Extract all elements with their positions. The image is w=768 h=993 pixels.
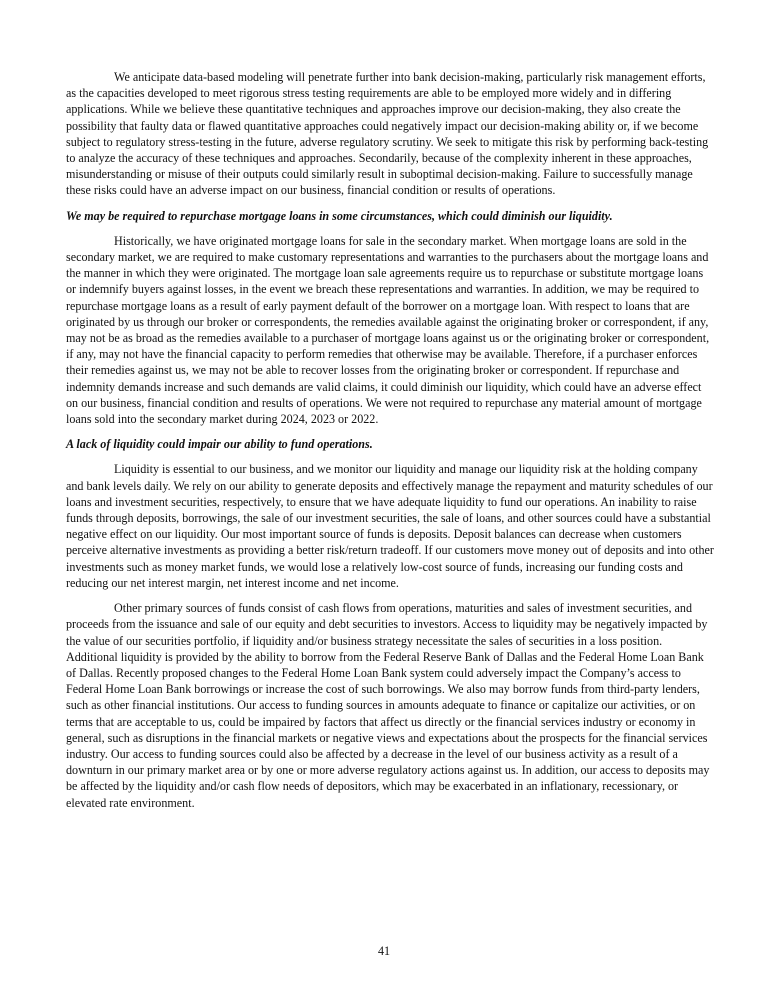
paragraph-mortgage-repurchase: Historically, we have originated mortgage loans for sale in the secondary market. When mortgage loans are sold in the secondary market, we are required to make customary representations and warranties to the purchasers about the mortgage loans and the manner in which they were originated. The mortgage loan sale agreements require us to repurchase or substitute mortgage loans or indemnify buyers against losses, in the event we breach these representations and warranties. In addition, we may be required to repurchase mortgage loans as a result of early payment default of the borrower on a mortgage loan. With respect to loans that are originated by us through our broker or correspondents, the remedies available against the originating broker or correspondent, if any, may not be as broad as the remedies available to a purchaser of mortgage loans against us or the originating broker or correspondent, if any, may not have the financial capacity to perform remedies that otherwise may be available. Therefore, if a purchaser enforces their remedies against us, we may not be able to recover losses from the originating broker or correspondent. If repurchase and indemnity demands increase and such demands are valid claims, it could diminish our liquidity, which could have an adverse effect on our business, financial condition and results of operations. We were not required to repurchase any material amount of mortgage loans sold into the secondary market during 2024, 2023 or 2022.: [66, 233, 710, 427]
document-page: [66, 69, 714, 811]
paragraph-other-sources-of-funds: Other primary sources of funds consist of cash flows from operations, maturities and sales of investment securities, and proceeds from the issuance and sale of our equity and debt securities to investors. Access to liquidity may be negatively impacted by the value of our securities portfolio, if liquidity and/or business strategy necessitate the sales of securities in a loss position. Additional liquidity is provided by the ability to borrow from the Federal Reserve Bank of Dallas and the Federal Home Loan Bank of Dallas. Recently proposed changes to the Federal Home Loan Bank system could adversely impact the Company’s access to Federal Home Loan Bank borrowings or increase the cost of such borrowings. We also may borrow funds from third-party lenders, such as other financial institutions. Our access to funding sources in amounts adequate to finance or capitalize our activities, or on terms that are acceptable to us, could be impaired by factors that affect us directly or the financial services industry or economy in general, such as disruptions in the financial markets or negative views and expectations about the prospects for the financial services industry. Our access to funding sources could also be affected by a decrease in the level of our business activity as a result of a downturn in our primary market area or by one or more adverse regulatory actions against us. In addition, our access to deposits may be affected by the liquidity and/or cash flow needs of depositors, which may be exacerbated in an inflationary, recessionary, or elevated rate environment.: [66, 601, 710, 810]
page-number: 41: [377, 944, 391, 958]
heading-repurchase-mortgage-loans: We may be required to repurchase mortgage loans in some circumstances, which could diminish our liquidity.: [66, 208, 613, 223]
paragraph-data-based-modeling: We anticipate data-based modeling will penetrate further into bank decision-making, particularly risk management efforts, as the capacities developed to meet rigorous stress testing requirements are able to be employed more widely and in differing applications. While we believe these quantitative techniques and approaches improve our decision-making, they also create the possibility that faulty data or flawed quantitative approaches could negatively impact our decision-making ability or, if we become subject to regulatory stress-testing in the future, adverse regulatory scrutiny. We seek to mitigate this risk by performing back-testing to analyze the accuracy of these techniques and approaches. Secondarily, because of the complexity inherent in these approaches, misunderstanding or misuse of their outputs could similarly result in suboptimal decision-making. Failure to successfully manage these risks could have an adverse impact on our business, financial condition or results of operations.: [66, 70, 709, 198]
heading-lack-of-liquidity: A lack of liquidity could impair our ability to fund operations.: [66, 437, 373, 452]
paragraph-liquidity-essential: Liquidity is essential to our business, and we monitor our liquidity and manage our liquidity risk at the holding company and bank levels daily. We rely on our ability to generate deposits and effectively manage the repayment and maturity schedules of our loans and investment securities, respectively, to ensure that we have adequate liquidity to fund our operations. An inability to raise funds through deposits, borrowings, the sale of our investment securities, the sale of loans, and other sources could have a substantial negative effect on our liquidity. Our most important source of funds is deposits. Deposit balances can decrease when customers perceive alternative investments as providing a better risk/return tradeoff. If our customers move money out of deposits and into other investments such as money market funds, we would lose a relatively low-cost source of funds, increasing our funding costs and reducing our net interest margin, net interest income and net income.: [66, 462, 714, 590]
